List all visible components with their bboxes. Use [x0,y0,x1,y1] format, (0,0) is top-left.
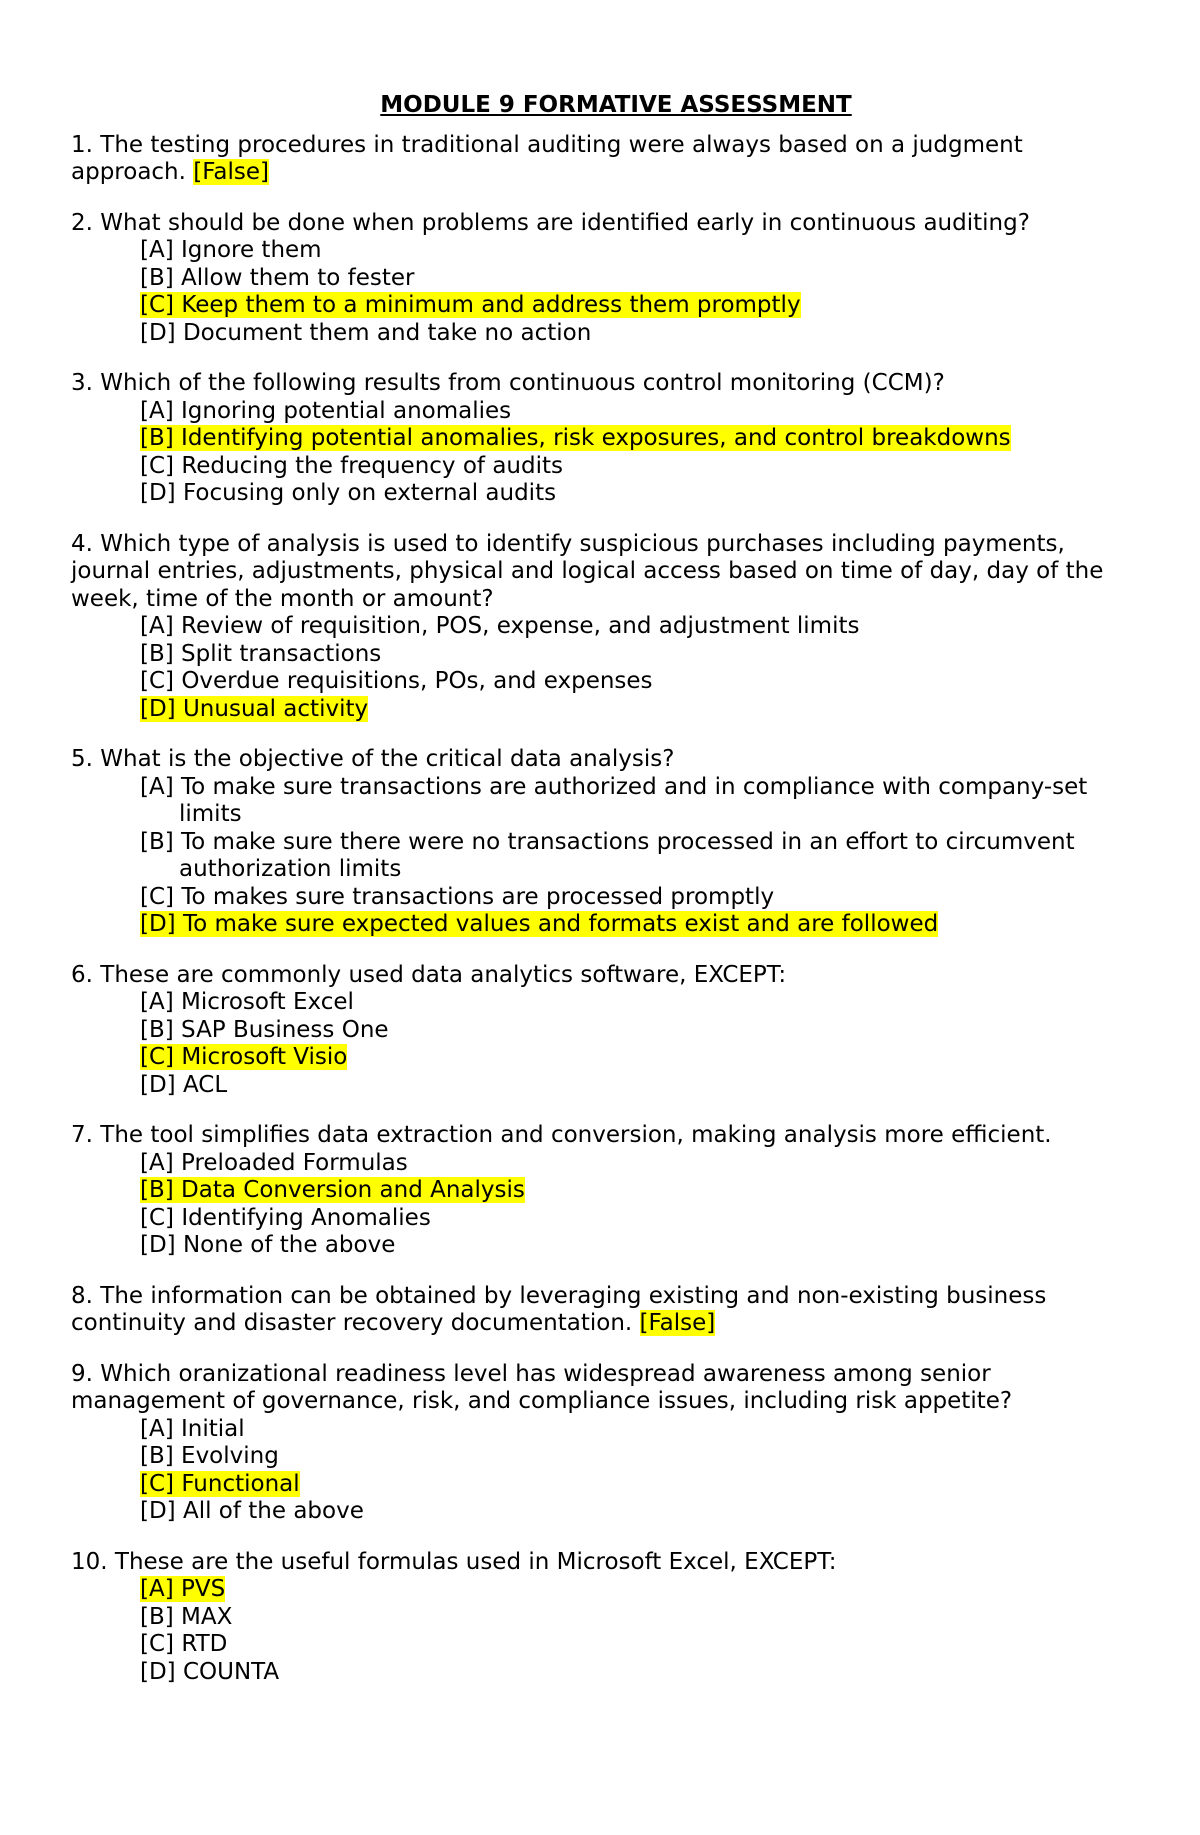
question-prompt: Which oranizational readiness level has widespread awareness among senior management of governance, risk, and compliance issues, including risk appetite? [71,1360,1013,1414]
answer-option-text [140,1044,1141,1072]
option-label: [A] Microsoft Excel [140,989,354,1015]
question-8 [71,1283,1141,1338]
answer-option [71,884,1141,912]
answer-option [71,1150,1141,1178]
answer-option-text [140,641,1141,669]
option-label: [D] COUNTA [140,1658,280,1685]
option-list [71,1576,1141,1686]
question-text [71,370,1141,398]
answer-option [71,1576,1141,1604]
answer-option [71,1471,1141,1499]
question-text [71,531,1141,614]
question-number: 5. [71,746,93,772]
document-page [71,92,1141,1709]
option-list [71,989,1141,1099]
answer-option [71,1416,1141,1444]
option-label: [A] Initial [140,1415,245,1442]
question-number: 8. [71,1282,93,1309]
answer-option-text [140,1659,1141,1687]
answer-option-text [140,425,1141,453]
option-label: [B] SAP Business One [140,1016,389,1043]
question-number: 3. [71,370,93,396]
answer-option [71,774,1141,829]
option-label: [C] Reducing the frequency of audits [140,452,563,479]
question-list [71,132,1141,1687]
question-number: 10. [71,1548,108,1575]
question-prompt: The tool simplifies data extraction and conversion, making analysis more efficient. [100,1122,1052,1148]
option-label: [D] All of the above [140,1498,364,1524]
question-number: 6. [71,961,93,988]
answer-option [71,480,1141,508]
answer-option [71,1232,1141,1260]
question-1 [71,132,1141,187]
answer-option [71,696,1141,724]
answer-option-text [140,884,1141,912]
question-3 [71,370,1141,508]
answer-option [71,1659,1141,1687]
question-prompt: These are commonly used data analytics software, EXCEPT: [100,961,787,988]
question-number: 7. [71,1122,93,1148]
document-title: MODULE 9 FORMATIVE ASSESSMENT [380,92,852,118]
option-label: [B] Allow them to fester [140,264,415,291]
option-label: [A] Review of requisition, POS, expense, and adjustment limits [140,613,860,639]
answer-option-text [140,613,1141,641]
answer-option [71,1631,1141,1659]
answer-option [71,1604,1141,1632]
answer-option-text [140,480,1141,508]
answer-option [71,1044,1141,1072]
question-prompt: Which type of analysis is used to identify suspicious purchases including payments, journal entries, adjustments, physical and logical access based on time of day, day of the week, time of the month or amount? [71,530,1104,612]
answer-option [71,668,1141,696]
answer-option [71,398,1141,426]
answer-highlight: [False] [193,159,269,185]
question-prompt: The information can be obtained by leveraging existing and non-existing business continuity and disaster recovery documentation. [71,1282,1047,1336]
option-list [71,774,1141,939]
answer-option-text [140,453,1141,481]
option-label: [B] Split transactions [140,640,382,667]
option-label: [A] Ignoring potential anomalies [140,397,512,424]
correct-answer-highlight: [D] To make sure expected values and formats exist and are followed [140,911,939,937]
answer-option-text [140,292,1141,320]
answer-option-text [140,320,1141,348]
question-prompt: The testing procedures in traditional auditing were always based on a judgment approach. [71,131,1023,185]
question-number: 2. [71,209,93,236]
correct-answer-highlight: [C] Functional [140,1470,300,1497]
question-text [71,1361,1141,1416]
question-text [71,746,1141,774]
question-prompt: What should be done when problems are identified early in continuous auditing? [100,209,1030,236]
question-number: 9. [71,1360,93,1387]
answer-option-text [140,1177,1141,1205]
question-text [71,1549,1141,1577]
answer-option-text [140,265,1141,293]
option-label: [B] Evolving [140,1443,279,1469]
answer-option-text [140,911,1141,939]
answer-option-text [140,1205,1141,1233]
answer-option-text [140,1232,1141,1260]
answer-option [71,1498,1141,1526]
question-prompt: These are the useful formulas used in Microsoft Excel, EXCEPT: [114,1548,837,1575]
answer-option [71,911,1141,939]
correct-answer-highlight: [B] Data Conversion and Analysis [140,1177,525,1203]
answer-option-text [140,829,1141,884]
answer-option [71,425,1141,453]
correct-answer-highlight: [C] Microsoft Visio [140,1044,348,1070]
question-prompt: What is the objective of the critical data analysis? [100,746,675,772]
option-label: [D] None of the above [140,1232,396,1258]
question-2 [71,210,1141,348]
question-text [71,962,1141,990]
answer-option-text [140,1631,1141,1659]
option-label: [D] Focusing only on external audits [140,480,557,506]
answer-option-text [140,1072,1141,1100]
correct-answer-highlight: [D] Unusual activity [140,695,369,722]
answer-option-text [140,237,1141,265]
answer-option [71,265,1141,293]
answer-option [71,641,1141,669]
option-label: [D] ACL [140,1071,228,1098]
question-text [71,132,1141,187]
question-7 [71,1122,1141,1260]
answer-option-text [140,1150,1141,1178]
question-5 [71,746,1141,939]
question-text [71,1283,1141,1338]
answer-option-text [140,1498,1141,1526]
answer-option [71,453,1141,481]
answer-option-text [140,1416,1141,1444]
option-label: [C] Overdue requisitions, POs, and expenses [140,668,653,694]
option-list [71,1416,1141,1526]
option-label: [B] To make sure there were no transactions processed in an effort to circumvent authorization limits [140,828,1075,882]
option-label: [A] Preloaded Formulas [140,1149,408,1176]
answer-option [71,613,1141,641]
option-list [71,1150,1141,1260]
question-number: 4. [71,530,93,557]
option-label: [A] Ignore them [140,237,322,263]
option-label: [C] To makes sure transactions are processed promptly [140,883,775,910]
question-6 [71,962,1141,1100]
answer-option-text [140,989,1141,1017]
option-label: [C] Identifying Anomalies [140,1204,431,1231]
answer-option-text [140,696,1141,724]
answer-option-text [140,1576,1141,1604]
question-text [71,1122,1141,1150]
correct-answer-highlight: [B] Identifying potential anomalies, risk exposures, and control breakdowns [140,425,1011,451]
correct-answer-highlight: [A] PVS [140,1576,226,1602]
correct-answer-highlight: [C] Keep them to a minimum and address them promptly [140,292,801,318]
answer-option-text [140,398,1141,426]
answer-option [71,1205,1141,1233]
answer-option [71,989,1141,1017]
option-label: [B] MAX [140,1603,233,1630]
option-list [71,613,1141,723]
question-4 [71,531,1141,724]
answer-option [71,292,1141,320]
answer-option [71,1443,1141,1471]
answer-option [71,320,1141,348]
option-list [71,398,1141,508]
question-number: 1. [71,131,93,158]
option-label: [C] RTD [140,1631,228,1657]
question-10 [71,1549,1141,1687]
answer-option-text [140,1604,1141,1632]
answer-option [71,237,1141,265]
option-list [71,237,1141,347]
answer-option-text [140,1471,1141,1499]
option-label: [A] To make sure transactions are authorized and in compliance with company-set limits [140,773,1088,827]
answer-option-text [140,774,1141,829]
question-prompt: Which of the following results from continuous control monitoring (CCM)? [100,370,945,396]
option-label: [D] Document them and take no action [140,319,592,346]
answer-option [71,1017,1141,1045]
question-text [71,210,1141,238]
answer-option-text [140,1017,1141,1045]
answer-option-text [140,1443,1141,1471]
answer-option [71,1072,1141,1100]
answer-option [71,1177,1141,1205]
answer-option [71,829,1141,884]
answer-highlight: [False] [639,1310,716,1336]
question-9 [71,1361,1141,1526]
answer-option-text [140,668,1141,696]
